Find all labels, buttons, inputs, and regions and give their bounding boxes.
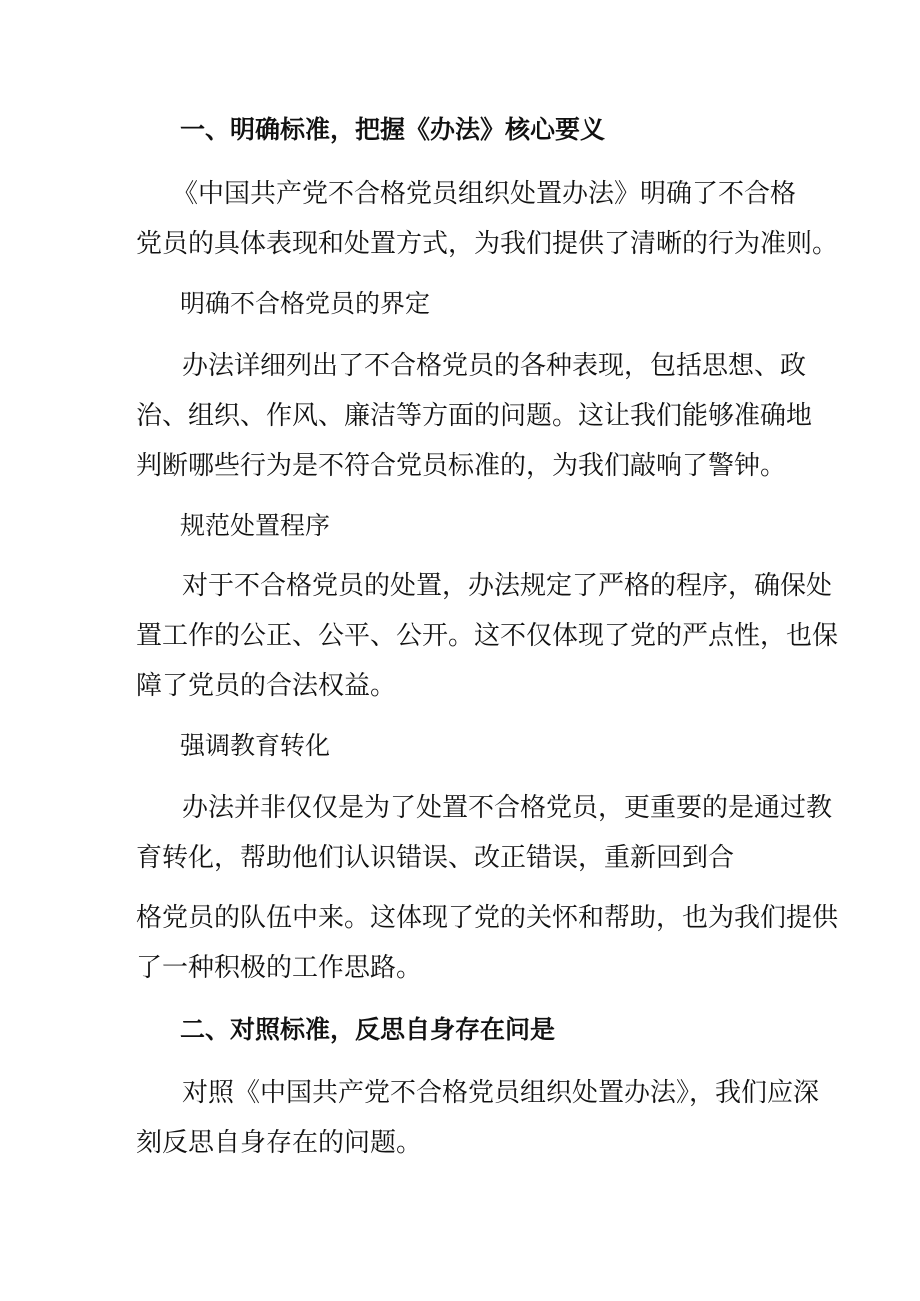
section-heading-2: 二、对照标准，反思自身存在问是 xyxy=(180,1015,556,1044)
subheading-definition: 明确不合格党员的界定 xyxy=(180,289,431,318)
subheading-education: 强调教育转化 xyxy=(180,731,331,760)
paragraph-line: 办法并非仅仅是为了处置不合格党员，更重要的是通过教 xyxy=(182,793,833,823)
paragraph-line: 置工作的公正、公平、公开。这不仅体现了党的严点性，也保 xyxy=(136,621,839,651)
paragraph-line: 育转化，帮助他们认识错误、改正错误，重新回到合 xyxy=(136,843,735,873)
section-heading-1: 一、明确标准，把握《办法》核心要义 xyxy=(180,115,606,144)
paragraph-line: 治、组织、作风、廉洁等方面的问题。这让我们能够准确地 xyxy=(136,401,813,431)
paragraph-line: 了一种积极的工作思路。 xyxy=(136,953,423,983)
paragraph-line: 办法详细列出了不合格党员的各种表现，包括思想、政 xyxy=(182,351,807,381)
paragraph-line: 刻反思自身存在的问题。 xyxy=(136,1128,423,1158)
paragraph-line: 障了党员的合法权益。 xyxy=(136,671,397,701)
paragraph-line: 对照《中国共产党不合格党员组织处置办法》，我们应深 xyxy=(182,1078,820,1108)
subheading-procedure: 规范处置程序 xyxy=(180,511,331,540)
paragraph-line: 《中国共产党不合格党员组织处置办法》明确了不合格 xyxy=(172,179,797,209)
paragraph-line: 党员的具体表现和处置方式，为我们提供了清晰的行为准则。 xyxy=(136,229,839,259)
paragraph-line: 判断哪些行为是不符合党员标准的，为我们敲响了警钟。 xyxy=(136,451,787,481)
paragraph-line: 格党员的队伍中来。这体现了党的关怀和帮助，也为我们提供 xyxy=(136,903,839,933)
paragraph-line: 对于不合格党员的处置，办法规定了严格的程序，确保处 xyxy=(182,571,833,601)
